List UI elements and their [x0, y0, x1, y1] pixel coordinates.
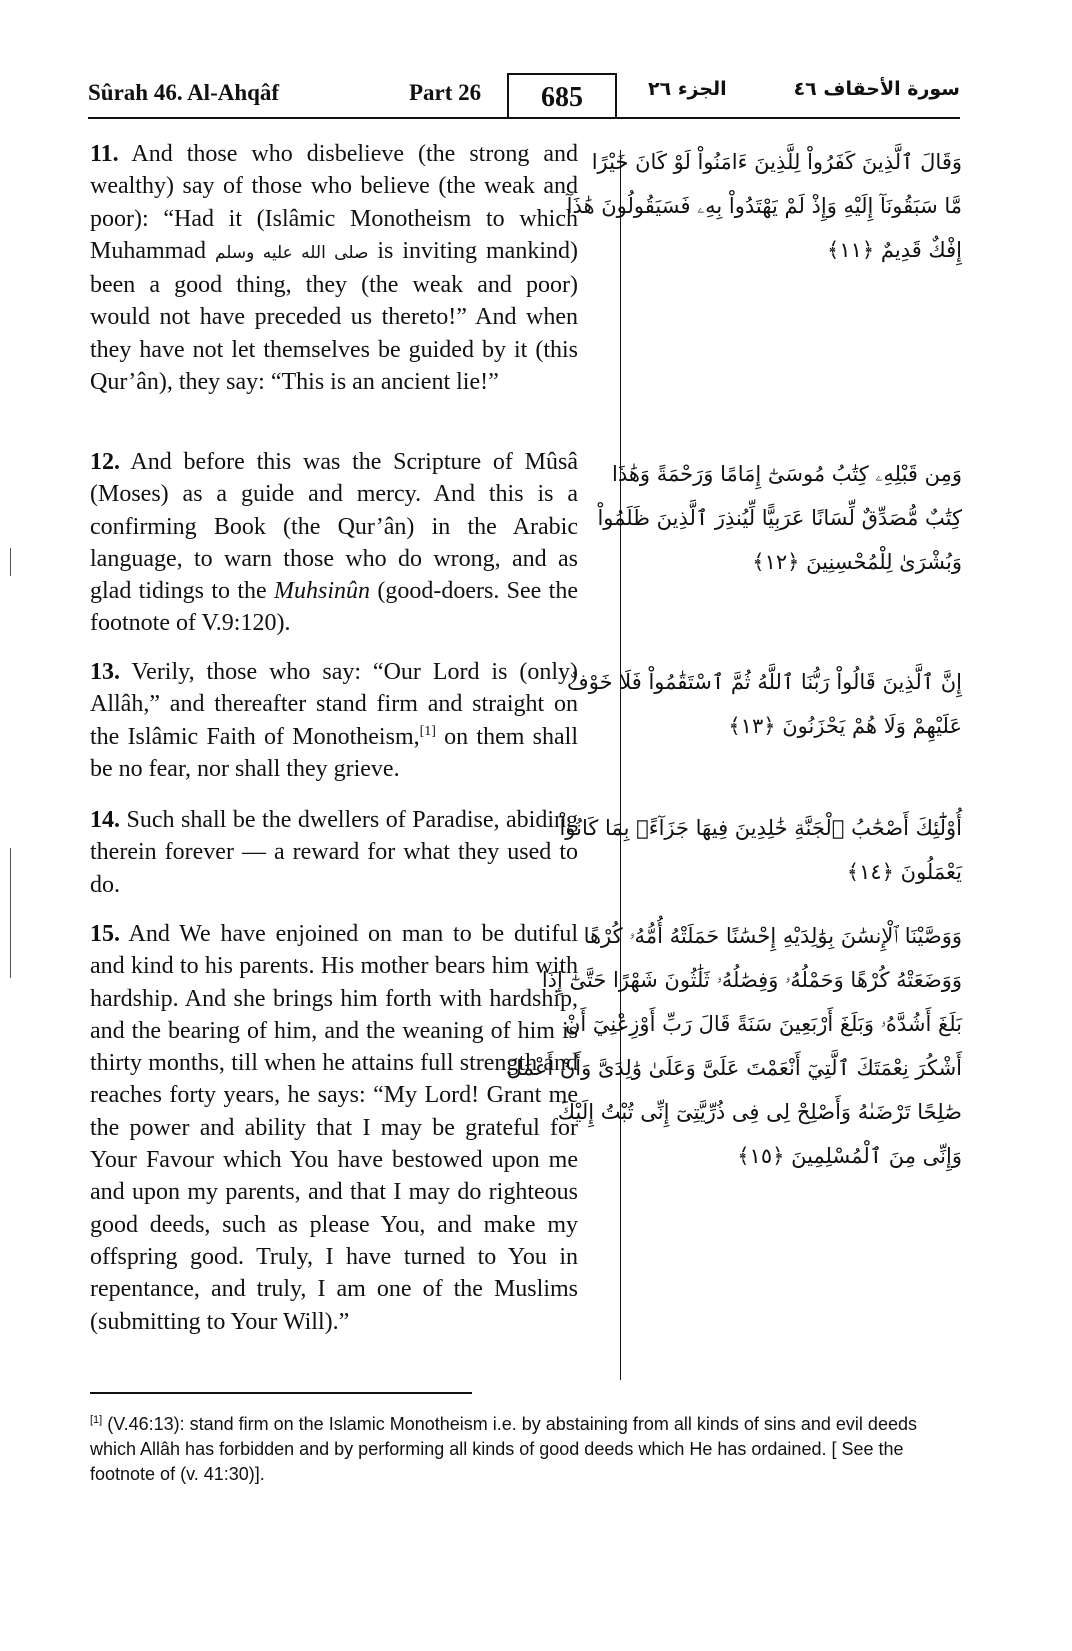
page-number: 685 — [507, 73, 617, 119]
verse-12-translation — [90, 446, 578, 640]
verse-14-translation — [90, 804, 578, 901]
arabic-line: مَّا سَبَقُونَآ إِلَيْهِ وَإِذْ لَمْ يَهْتَدُواْ بِهِۦ فَسَيَقُولُونَ هَٰذَآ — [566, 194, 962, 218]
arabic-line: يَعْمَلُونَ ﴿١٤﴾ — [846, 860, 962, 884]
verse-number: 13. — [90, 659, 120, 685]
header-rule — [88, 117, 960, 119]
arabic-line: وَقَالَ ٱلَّذِينَ كَفَرُواْ لِلَّذِينَ ءَامَنُواْ لَوْ كَانَ خَيْرًا — [591, 150, 962, 174]
column-divider — [620, 150, 621, 1380]
verse-text: on them shall be no fear, nor shall they grieve. — [90, 723, 578, 782]
verse-11-translation — [90, 138, 578, 398]
verse-14-arabic — [559, 806, 962, 894]
arabic-line: صَٰلِحًا تَرْضَىٰهُ وَأَصْلِحْ لِى فِى ذُرِّيَّتِىٓ إِنِّى تُبْتُ إِلَيْكَ — [557, 1100, 962, 1124]
surah-title-ar: سورة الأحقاف ٤٦ — [793, 78, 960, 100]
arabic-line: أُوْلَٰٓئِكَ أَصْحَٰبُ ٱلْجَنَّةِ خَٰلِدِينَ فِيهَا جَزَآءًۢ بِمَا كَانُواْ — [559, 816, 962, 840]
footnote-marker: [1] — [90, 1414, 103, 1426]
arabic-line: وَمِن قَبْلِهِۦ كِتَٰبُ مُوسَىٰٓ إِمَامًا وَرَحْمَةً وَهَٰذَا — [611, 462, 962, 486]
verse-number: 11. — [90, 141, 119, 167]
footnote — [90, 1408, 958, 1487]
verse-number: 14. — [90, 807, 120, 833]
verse-13-translation — [90, 656, 578, 785]
footnote-rule — [90, 1392, 472, 1394]
verse-text: Such shall be the dwellers of Paradise, abiding therein forever — a reward for what they used to do. — [90, 807, 578, 898]
arabic-line: وَإِنِّى مِنَ ٱلْمُسْلِمِينَ ﴿١٥﴾ — [737, 1144, 962, 1168]
verse-text: And those who disbelieve (the strong and wealthy) say of those who believe (the weak and poor): “Had it (Islâmic Monotheism to which Muhammad — [90, 141, 578, 264]
verse-number: 12. — [90, 449, 120, 475]
arabic-line: كِتَٰبٌ مُّصَدِّقٌ لِّسَانًا عَرَبِيًّا لِّيُنذِرَ ٱلَّذِينَ ظَلَمُواْ — [597, 506, 962, 530]
part-label-en: Part 26 — [409, 80, 482, 105]
verse-text: (good-doers. See the footnote of V.9:120). — [90, 578, 578, 637]
verse-italic-term: Muhsinûn — [274, 578, 371, 605]
footnote-ref[interactable]: [1] — [419, 723, 436, 739]
verse-15-translation — [90, 918, 578, 1338]
verse-text: And before this was the Scripture of Mûsâ (Moses) as a guide and mercy. And this is a confirming Book (the Qur’ân) in the Arabic language, to warn those who do wrong, and as glad tidings to the — [90, 449, 578, 605]
verse-12-arabic — [597, 452, 962, 584]
verse-15-arabic — [506, 914, 962, 1178]
verse-text: Verily, those who say: “Our Lord is (only) Allâh,” and thereafter stand firm and straight on the Islâmic Faith of Monotheism, — [90, 659, 578, 750]
arabic-line: إِفْكٌ قَدِيمٌ ﴿١١﴾ — [827, 238, 962, 262]
margin-mark — [10, 548, 11, 576]
verse-11-arabic — [566, 140, 962, 272]
arabic-line: إِنَّ ٱلَّذِينَ قَالُواْ رَبُّنَا ٱللَّهُ ثُمَّ ٱسْتَقَٰمُواْ فَلَا خَوْفٌ — [566, 670, 962, 694]
verse-number: 15. — [90, 921, 120, 947]
arabic-line: وَبُشْرَىٰ لِلْمُحْسِنِينَ ﴿١٢﴾ — [752, 550, 962, 574]
verse-text: is inviting mankind) been a good thing, they (the weak and poor) would not have preceded us thereto!” And when they have not let themselves be guided by it (this Qur’ân), they say: “This is an ancient lie!” — [90, 237, 578, 396]
arabic-line: بَلَغَ أَشُدَّهُۥ وَبَلَغَ أَرْبَعِينَ سَنَةً قَالَ رَبِّ أَوْزِعْنِيٓ أَنْ — [564, 1012, 962, 1036]
arabic-line: وَوَضَعَتْهُ كُرْهًا وَحَمْلُهُۥ وَفِصَٰلُهُۥ ثَلَٰثُونَ شَهْرًا حَتَّىٰٓ إِذَا — [541, 968, 962, 992]
margin-mark — [10, 848, 11, 978]
verse-13-arabic — [566, 660, 962, 748]
verse-text: And We have enjoined on man to be dutiful and kind to his parents. His mother bears him with hardship. And she brings him forth with hardship, and the bearing of him, and the weaning of him is thirty months, till when he attains full strength and reaches forty years, he says: “My Lord! Grant me the power and ability that I may be grateful for Your Favour which You have bestowed upon me and upon my parents, and that I may do righteous good deeds, such as please You, and make my offspring good. Truly, I have turned to You in repentance, and truly, I am one of the Muslims (submitting to Your Will).” — [90, 921, 578, 1335]
salutation-arabic: صلى الله عليه وسلم — [214, 242, 369, 263]
part-label-ar: الجزء ٢٦ — [648, 78, 727, 100]
arabic-line: أَشْكُرَ نِعْمَتَكَ ٱلَّتِيٓ أَنْعَمْتَ عَلَىَّ وَعَلَىٰ وَٰلِدَىَّ وَأَنْ أَعْمَلَ — [506, 1056, 962, 1080]
page-header — [88, 60, 960, 116]
arabic-line: عَلَيْهِمْ وَلَا هُمْ يَحْزَنُونَ ﴿١٣﴾ — [728, 714, 962, 738]
arabic-line: وَوَصَّيْنَا ٱلْإِنسَٰنَ بِوَٰلِدَيْهِ إِحْسَٰنًا حَمَلَتْهُ أُمُّهُۥ كُرْهًا — [583, 924, 962, 948]
footnote-text: (V.46:13): stand firm on the Islamic Monotheism i.e. by abstaining from all kinds of sins and evil deeds which Allâh has forbidden and by performing all kinds of good deeds which He has ordained. [ See the footnote of (v. 41:30)]. — [90, 1414, 917, 1484]
surah-title-en: Sûrah 46. Al-Ahqâf — [88, 80, 280, 105]
